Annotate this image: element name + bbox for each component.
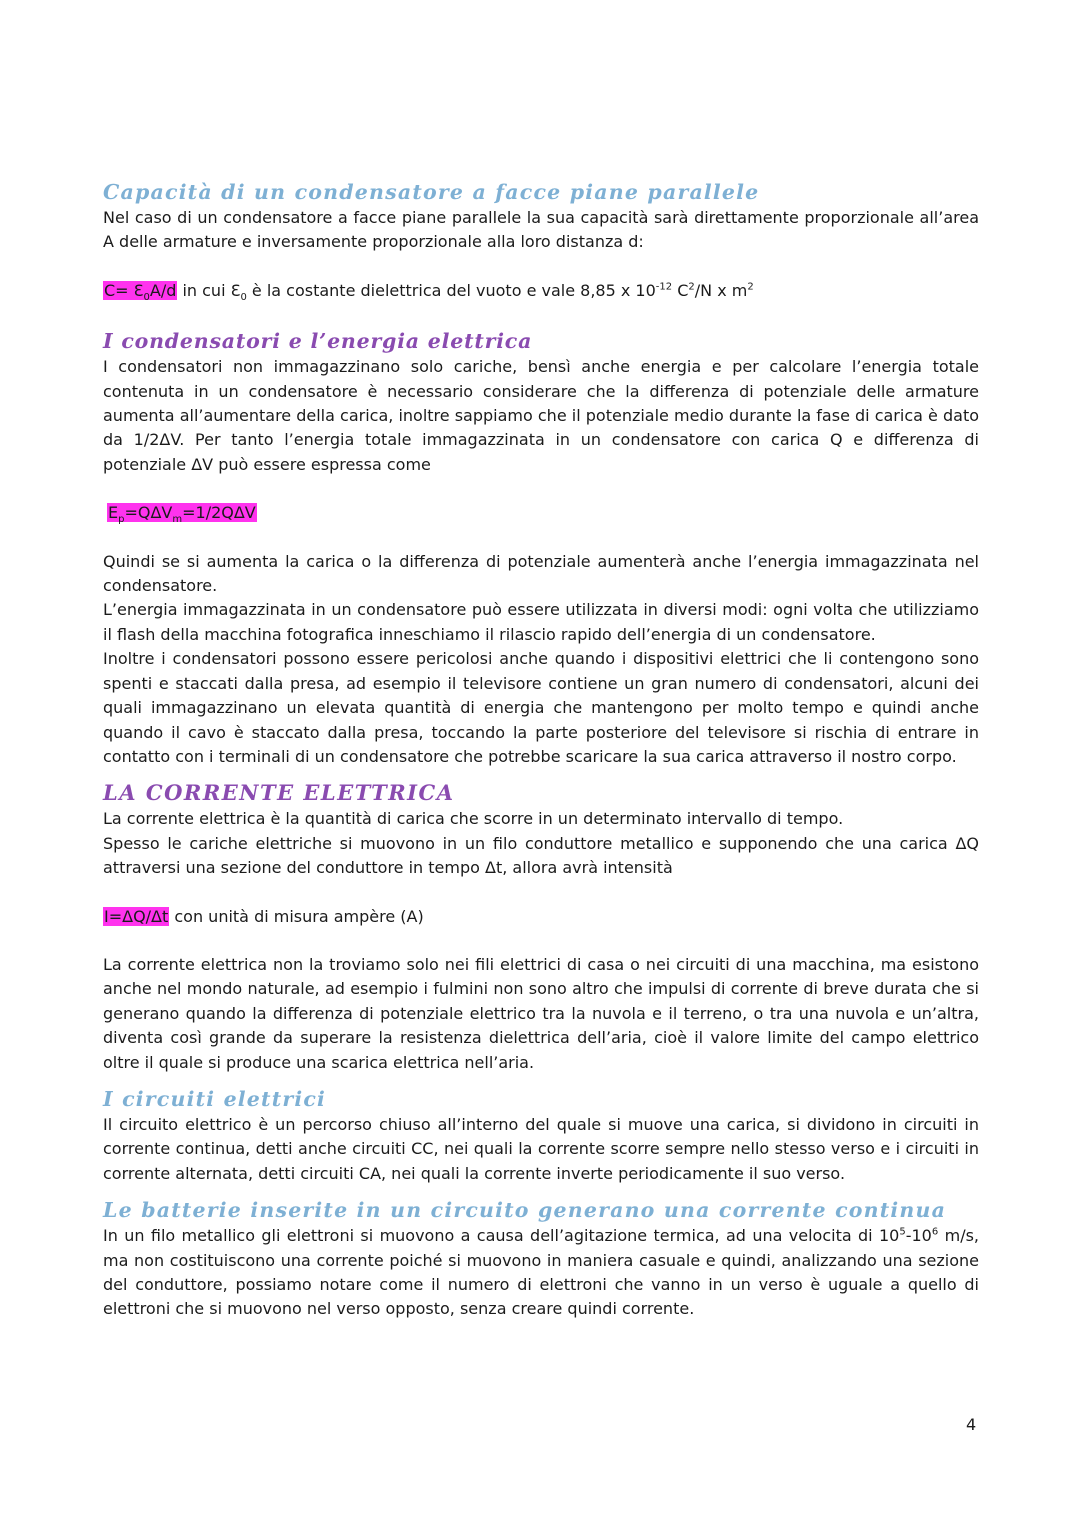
paragraph-energia: I condensatori non immagazzinano solo cariche, bensì anche energia e per calcolare l’energia totale contenuta in un condensatore è necessario considerare che la differenza di potenziale delle armature aumenta all’aumentare della carica, inoltre sappiamo che il potenziale medio durante la fase di carica è dato da 1/2ΔV. Per tanto l’energia totale immagazzinata in un condensatore con carica Q e differenza di potenziale ΔV può essere espressa come (103, 357, 979, 474)
formula-capacita-line: $C= Ɛ_0A/d$ in cui $Ɛ_0$ è la costante dielettrica del vuoto e vale 8,85 x $10^{-12}$ $C^2/N$ x $m^2$ (104, 280, 754, 303)
section-title-circuiti: I circuiti elettrici (103, 1086, 327, 1111)
formula-corrente-line: I=ΔQ/Δt con unità di misura ampère (A) (104, 906, 424, 926)
paragraph-corrente-1: La corrente elettrica è la quantità di carica che scorre in un determinato intervallo di tempo. (103, 809, 844, 829)
paragraph-energia-1: Quindi se si aumenta la carica o la differenza di potenziale aumenterà anche l’energia immagazzinata nel condensatore. (103, 551, 979, 596)
paragraph-batterie: In un filo metallico gli elettroni si muovono a causa dell’agitazione termica, ad una velocita di $10^5-10^6$ m/s, ma non costituiscono una corrente poiché si muovono in maniera casuale e quindi, analizzando una sezione del conduttore, possiamo notare come il numero di elettroni che vanno in un verso è uguale a quello di elettroni che si muovono nel verso opposto, senza creare quindi corrente. (103, 1226, 979, 1319)
formula-corrente-highlight: I=ΔQ/Δt (104, 906, 169, 926)
section-title-capacita: Capacità di un condensatore a facce piane parallele (103, 180, 760, 204)
paragraph-capacita: Nel caso di un condensatore a facce piane parallele la sua capacità sarà direttamente proporzionale all’area A delle armature e inversamente proporzionale alla loro distanza d: (103, 208, 979, 252)
document-page (103, 178, 979, 1322)
formula-energia-highlight: $E_p=Q\Delta V_m=1/2Q\Delta V$ (108, 503, 256, 526)
section-title-batterie: Le batterie inserite in un circuito generano una corrente continua (103, 1198, 947, 1223)
page-number: 4 (966, 1415, 977, 1434)
paragraph-corrente-3: La corrente elettrica non la troviamo solo nei fili elettrici di casa o nei circuiti di una macchina, ma esistono anche nel mondo naturale, ad esempio i fulmini non sono altro che impulsi di corrente di breve durata che si generano quando la differenza di potenziale elettrico tra la nuvola e il terreno, o tra una nuvola e un’altra, diventa così grande da superare la resistenza dielettrica dell’aria, cioè il valore limite del campo elettrico oltre il quale si produce una scarica elettrica nell’aria. (103, 954, 979, 1072)
paragraph-circuiti: Il circuito elettrico è un percorso chiuso all’interno del quale si muove una carica, si dividono in circuiti in corrente continua, detti anche circuiti CC, nei quali la corrente scorre sempre nello stesso verso e i circuiti in corrente alternata, detti circuiti CA, nei quali la corrente inverte periodicamente il suo verso. (103, 1114, 979, 1183)
paragraph-energia-3: Inoltre i condensatori possono essere pericolosi anche quando i dispositivi elettrici che li contengono sono spenti e staccati dalla presa, ad esempio il televisore contiene un gran numero di condensatori, alcuni dei quali immagazzinano un elevata quantità di energia che mantengono per molto tempo e quindi anche quando il cavo è staccato dalla presa, toccando la parte posteriore del televisore si rischia di entrare in contatto con i terminali di un condensatore che potrebbe scaricare la sua carica attraverso il nostro corpo. (103, 649, 979, 766)
formula-energia-line (103, 501, 979, 525)
paragraph-energia-2: L’energia immagazzinata in un condensatore può essere utilizzata in diversi modi: ogni volta che utilizziamo il flash della macchina fotografica inneschiamo il rilascio rapido dell’energia di un condensatore. (103, 600, 979, 644)
section-title-energia: I condensatori e l’energia elettrica (103, 329, 533, 354)
formula-capacita-highlight: $C= Ɛ_0A/d$ (104, 280, 177, 303)
paragraph-corrente-2: Spesso le cariche elettriche si muovono in un filo conduttore metallico e supponendo che una carica ΔQ attraversi una sezione del conduttore in tempo Δt, allora avrà intensità (103, 833, 979, 878)
section-title-corrente: LA CORRENTE ELETTRICA (103, 780, 455, 806)
